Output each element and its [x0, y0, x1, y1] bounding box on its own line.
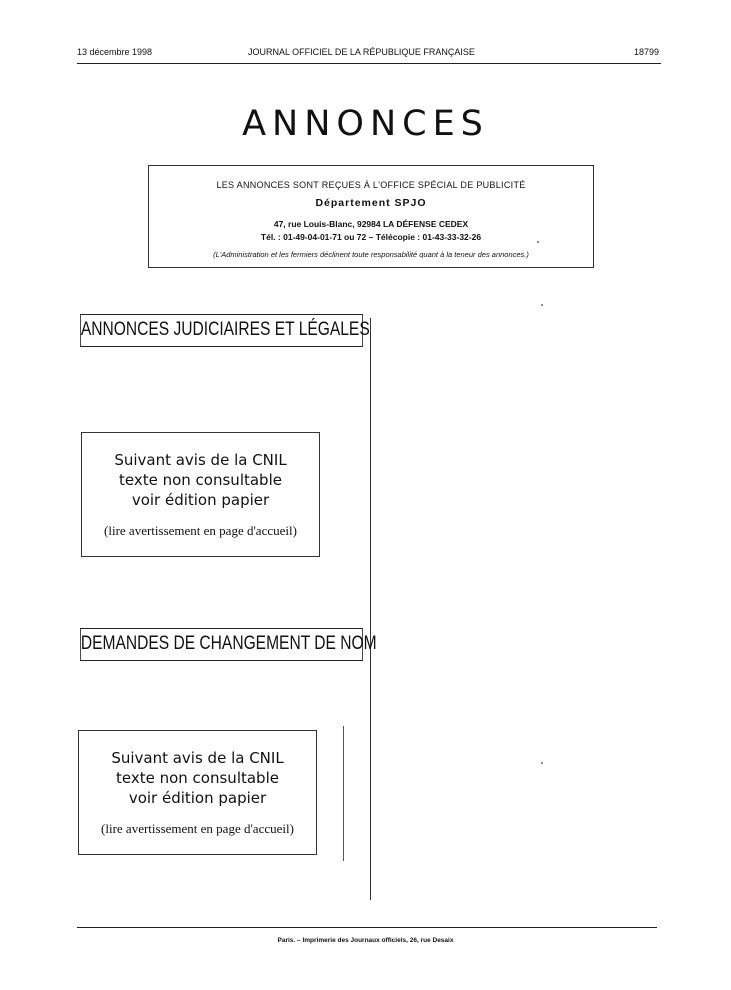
- notice-line-phone: Tél. : 01-49-04-01-71 ou 72 – Télécopie : 01-43-33-32-26: [260, 232, 482, 242]
- cnil-line-non-consultable: texte non consultable: [116, 769, 279, 787]
- cnil-line-edition-papier: voir édition papier: [131, 491, 270, 509]
- cnil-line-edition-papier: voir édition papier: [128, 789, 267, 807]
- cnil-notice-box: [78, 730, 317, 855]
- column-rule: [370, 318, 371, 900]
- scan-margin-mark: [343, 726, 344, 861]
- notice-line-address: 47, rue Louis-Blanc, 92984 LA DÉFENSE CEDEX: [273, 219, 469, 229]
- footer-imprint: Paris. – Imprimerie des Journaux officiels, 26, rue Desaix: [277, 937, 454, 944]
- cnil-line-non-consultable: texte non consultable: [119, 471, 282, 489]
- page-title: ANNONCES: [242, 104, 489, 144]
- section-heading-judiciaires: ANNONCES JUDICIAIRES ET LÉGALES: [80, 314, 363, 347]
- header-date: 13 décembre 1998: [77, 47, 153, 57]
- header-page-number: 18799: [634, 47, 660, 57]
- notice-line-department: Département SPJO: [315, 197, 427, 209]
- cnil-note: (lire avertissement en page d'accueil): [101, 821, 294, 836]
- scan-speck: [541, 762, 543, 764]
- header-rule: [77, 63, 661, 64]
- header-journal-title: JOURNAL OFFICIEL DE LA RÉPUBLIQUE FRANÇAISE: [248, 47, 475, 57]
- cnil-line-avis: Suivant avis de la CNIL: [111, 749, 284, 767]
- cnil-note: (lire avertissement en page d'accueil): [104, 523, 297, 538]
- notice-line-office: LES ANNONCES SONT REÇUES À L'OFFICE SPÉCIAL DE PUBLICITÉ: [216, 180, 526, 190]
- cnil-notice-box: [81, 432, 320, 557]
- scan-speck: [541, 304, 543, 306]
- cnil-line-avis: Suivant avis de la CNIL: [114, 451, 287, 469]
- section-heading-changement-de-nom: DEMANDES DE CHANGEMENT DE NOM: [80, 628, 363, 661]
- scan-speck: [537, 241, 539, 243]
- footer-rule: [77, 927, 657, 928]
- notice-box: [148, 165, 594, 268]
- notice-line-disclaimer: (L'Administration et les fermiers déclinent toute responsabilité quant à la teneur des annonces.): [213, 250, 529, 259]
